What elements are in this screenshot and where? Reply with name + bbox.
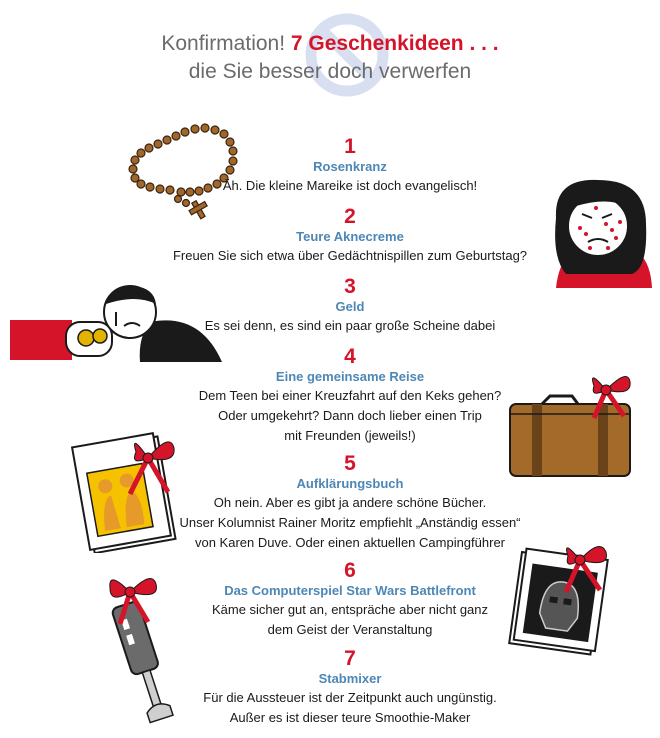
item-title: Eine gemeinsame Reise <box>275 369 425 384</box>
item-text: dem Geist der Veranstaltung <box>267 622 433 637</box>
item-text: Freuen Sie sich etwa über Gedächtnispillen zum Geburtstag? <box>172 248 528 263</box>
item-number: 5 <box>344 452 356 475</box>
item-text: Oh nein. Aber es gibt ja andere schöne Bücher. <box>213 495 487 510</box>
item-number: 6 <box>344 559 356 582</box>
item-text: Unser Kolumnist Rainer Moritz empfiehlt „Anständig essen“ <box>179 515 521 530</box>
gift-item-6 <box>130 560 570 640</box>
header-line-2: die Sie besser doch verwerfen <box>188 60 472 83</box>
gift-item-4 <box>130 346 570 446</box>
gift-item-1 <box>130 136 570 196</box>
item-text: Für die Aussteuer ist der Zeitpunkt auch ungünstig. <box>203 690 497 705</box>
item-text: Oder umgekehrt? Dann doch lieber einen Trip <box>218 408 482 423</box>
item-number: 4 <box>344 345 356 368</box>
item-text: Käme sicher gut an, entspräche aber nicht ganz <box>211 602 489 617</box>
gift-item-2 <box>130 206 570 266</box>
item-number: 3 <box>344 275 356 298</box>
item-text: mit Freunden (jeweils!) <box>284 428 416 443</box>
item-title: Aufklärungsbuch <box>296 476 404 491</box>
item-title: Rosenkranz <box>313 159 387 174</box>
item-text: Äh. Die kleine Mareike ist doch evangelisch! <box>222 178 478 193</box>
item-title: Geld <box>335 299 365 314</box>
gift-item-5 <box>130 453 570 553</box>
item-title: Das Computerspiel Star Wars Battlefront <box>224 583 476 598</box>
item-number: 2 <box>344 205 356 228</box>
header-line-1 <box>0 30 660 58</box>
page-header <box>0 30 660 86</box>
item-title: Teure Aknecreme <box>296 229 404 244</box>
item-text: Es sei denn, es sind ein paar große Scheine dabei <box>204 318 496 333</box>
item-text: von Karen Duve. Oder einen aktuellen Campingführer <box>194 535 505 550</box>
header-prefix: Konfirmation! <box>161 32 291 55</box>
gift-item-7 <box>130 648 570 728</box>
item-title: Stabmixer <box>318 671 382 686</box>
item-text: Dem Teen bei einer Kreuzfahrt auf den Keks gehen? <box>198 388 502 403</box>
item-text: Außer es ist dieser teure Smoothie-Maker <box>229 710 471 725</box>
gift-item-3 <box>130 276 570 336</box>
item-number: 7 <box>344 647 356 670</box>
item-number: 1 <box>344 135 356 158</box>
header-accent: 7 Geschenkideen . . . <box>290 32 499 55</box>
